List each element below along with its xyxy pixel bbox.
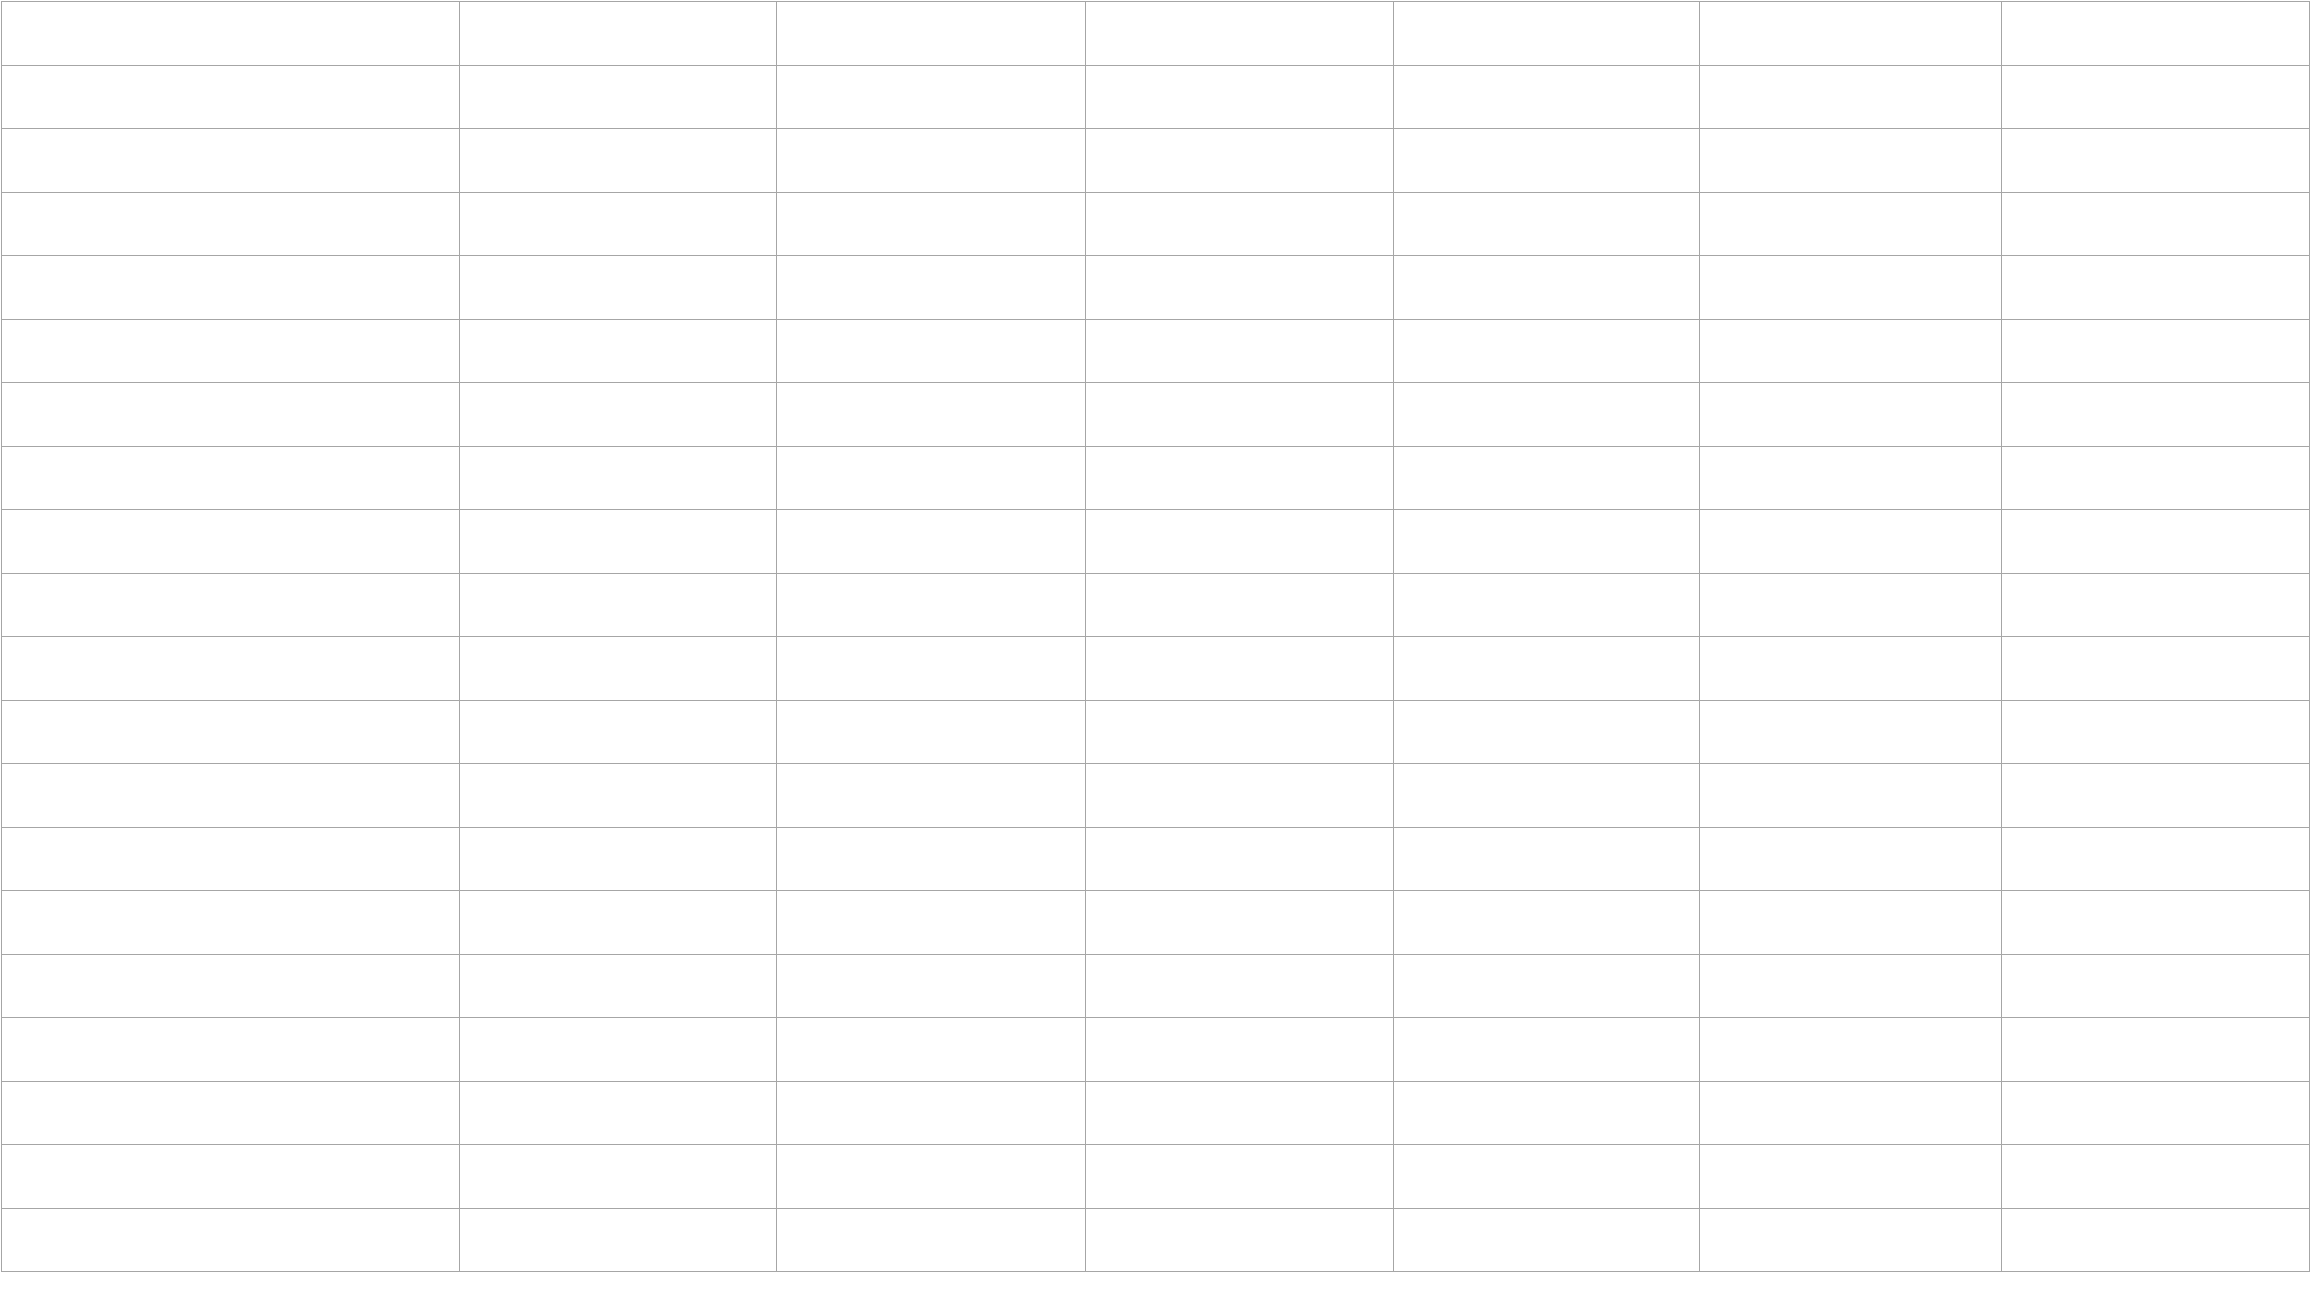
grid-row (2, 1145, 2310, 1209)
grid-cell[interactable] (2, 383, 460, 447)
grid-cell[interactable] (1394, 827, 1700, 891)
grid-cell[interactable] (776, 510, 1085, 574)
grid-cell[interactable] (2002, 827, 2310, 891)
grid-cell[interactable] (1085, 954, 1394, 1018)
grid-cell[interactable] (776, 192, 1085, 256)
grid-cell[interactable] (459, 954, 776, 1018)
grid-cell[interactable] (1700, 764, 2002, 828)
grid-cell[interactable] (776, 65, 1085, 129)
grid-cell[interactable] (1394, 510, 1700, 574)
grid-cell[interactable] (1394, 1018, 1700, 1082)
grid-cell[interactable] (1700, 637, 2002, 701)
grid-cell[interactable] (1394, 573, 1700, 637)
grid-cell[interactable] (2, 319, 460, 383)
grid-cell[interactable] (1700, 510, 2002, 574)
grid-cell[interactable] (1394, 2, 1700, 66)
cell-grid-body (2, 2, 2310, 1272)
cell-grid (1, 1, 2310, 1272)
grid-cell[interactable] (1700, 1208, 2002, 1272)
grid-row (2, 1208, 2310, 1272)
grid-cell[interactable] (1085, 192, 1394, 256)
grid-cell[interactable] (1085, 510, 1394, 574)
grid-cell[interactable] (1394, 764, 1700, 828)
grid-cell[interactable] (459, 1208, 776, 1272)
grid-cell[interactable] (459, 2, 776, 66)
grid-cell[interactable] (2, 573, 460, 637)
grid-cell[interactable] (776, 1208, 1085, 1272)
grid-cell[interactable] (459, 510, 776, 574)
grid-cell[interactable] (2, 954, 460, 1018)
grid-cell[interactable] (776, 2, 1085, 66)
grid-cell[interactable] (1394, 129, 1700, 193)
grid-cell[interactable] (459, 192, 776, 256)
grid-cell[interactable] (2002, 1081, 2310, 1145)
grid-cell[interactable] (459, 383, 776, 447)
grid-row (2, 319, 2310, 383)
grid-cell[interactable] (2002, 700, 2310, 764)
grid-cell[interactable] (1085, 129, 1394, 193)
grid-cell[interactable] (1394, 637, 1700, 701)
grid-cell[interactable] (2, 637, 460, 701)
grid-cell[interactable] (1394, 65, 1700, 129)
grid-cell[interactable] (1394, 383, 1700, 447)
grid-cell[interactable] (2, 891, 460, 955)
grid-cell[interactable] (2, 510, 460, 574)
grid-cell[interactable] (2002, 891, 2310, 955)
grid-cell[interactable] (1700, 573, 2002, 637)
grid-row (2, 2, 2310, 66)
grid-row (2, 700, 2310, 764)
grid-cell[interactable] (1085, 637, 1394, 701)
grid-cell[interactable] (2002, 573, 2310, 637)
grid-cell[interactable] (1394, 446, 1700, 510)
grid-cell[interactable] (1394, 891, 1700, 955)
grid-cell[interactable] (2, 256, 460, 320)
grid-cell[interactable] (776, 383, 1085, 447)
grid-cell[interactable] (1700, 954, 2002, 1018)
grid-cell[interactable] (2, 65, 460, 129)
grid-cell[interactable] (1085, 1145, 1394, 1209)
grid-cell[interactable] (459, 891, 776, 955)
grid-cell[interactable] (1085, 1081, 1394, 1145)
grid-cell[interactable] (2002, 2, 2310, 66)
grid-cell[interactable] (1700, 2, 2002, 66)
grid-cell[interactable] (2, 192, 460, 256)
grid-cell[interactable] (1085, 1018, 1394, 1082)
grid-cell[interactable] (2, 764, 460, 828)
grid-cell[interactable] (1394, 192, 1700, 256)
grid-cell[interactable] (459, 764, 776, 828)
grid-cell[interactable] (1700, 827, 2002, 891)
grid-cell[interactable] (2, 700, 460, 764)
grid-cell[interactable] (2, 1018, 460, 1082)
grid-cell[interactable] (459, 573, 776, 637)
grid-cell[interactable] (1700, 891, 2002, 955)
grid-cell[interactable] (2002, 129, 2310, 193)
grid-cell[interactable] (2, 1081, 460, 1145)
grid-cell[interactable] (1085, 383, 1394, 447)
grid-cell[interactable] (2002, 65, 2310, 129)
grid-cell[interactable] (1700, 192, 2002, 256)
grid-cell[interactable] (776, 256, 1085, 320)
grid-row (2, 383, 2310, 447)
grid-cell[interactable] (2002, 446, 2310, 510)
grid-cell[interactable] (2002, 1145, 2310, 1209)
grid-cell[interactable] (2002, 319, 2310, 383)
grid-cell[interactable] (776, 764, 1085, 828)
grid-cell[interactable] (1700, 446, 2002, 510)
grid-cell[interactable] (459, 1018, 776, 1082)
grid-cell[interactable] (776, 319, 1085, 383)
grid-cell[interactable] (1085, 573, 1394, 637)
grid-row (2, 827, 2310, 891)
grid-cell[interactable] (776, 637, 1085, 701)
grid-cell[interactable] (1394, 256, 1700, 320)
grid-cell[interactable] (2002, 764, 2310, 828)
grid-cell[interactable] (1700, 1018, 2002, 1082)
grid-cell[interactable] (2, 129, 460, 193)
grid-row (2, 1018, 2310, 1082)
grid-cell[interactable] (2002, 192, 2310, 256)
grid-cell[interactable] (2002, 1208, 2310, 1272)
grid-cell[interactable] (2002, 256, 2310, 320)
grid-cell[interactable] (1700, 1081, 2002, 1145)
grid-row (2, 446, 2310, 510)
grid-row (2, 129, 2310, 193)
grid-cell[interactable] (459, 319, 776, 383)
grid-cell[interactable] (459, 446, 776, 510)
grid-cell[interactable] (1394, 319, 1700, 383)
grid-cell[interactable] (2002, 954, 2310, 1018)
grid-cell[interactable] (1394, 700, 1700, 764)
grid-cell[interactable] (1394, 1145, 1700, 1209)
grid-row (2, 637, 2310, 701)
grid-cell[interactable] (1700, 319, 2002, 383)
grid-cell[interactable] (776, 827, 1085, 891)
grid-cell[interactable] (1700, 129, 2002, 193)
grid-cell[interactable] (1085, 827, 1394, 891)
grid-cell[interactable] (776, 700, 1085, 764)
grid-row (2, 954, 2310, 1018)
grid-cell[interactable] (776, 129, 1085, 193)
grid-row (2, 573, 2310, 637)
grid-cell[interactable] (1394, 954, 1700, 1018)
grid-cell[interactable] (1085, 319, 1394, 383)
grid-cell[interactable] (459, 700, 776, 764)
grid-row (2, 1081, 2310, 1145)
grid-cell[interactable] (2002, 510, 2310, 574)
grid-cell[interactable] (2002, 637, 2310, 701)
grid-cell[interactable] (776, 1145, 1085, 1209)
grid-row (2, 192, 2310, 256)
grid-row (2, 764, 2310, 828)
grid-row (2, 256, 2310, 320)
grid-cell[interactable] (2002, 1018, 2310, 1082)
grid-cell[interactable] (1700, 65, 2002, 129)
grid-cell[interactable] (1394, 1208, 1700, 1272)
grid-cell[interactable] (1700, 1145, 2002, 1209)
grid-cell[interactable] (1085, 1208, 1394, 1272)
grid-cell[interactable] (459, 637, 776, 701)
grid-cell[interactable] (2, 1145, 460, 1209)
grid-cell[interactable] (1085, 764, 1394, 828)
grid-row (2, 65, 2310, 129)
grid-cell[interactable] (1085, 2, 1394, 66)
grid-cell[interactable] (459, 827, 776, 891)
grid-cell[interactable] (1394, 1081, 1700, 1145)
grid-row (2, 510, 2310, 574)
grid-cell[interactable] (459, 129, 776, 193)
grid-cell[interactable] (2, 2, 460, 66)
grid-cell[interactable] (459, 256, 776, 320)
grid-cell[interactable] (776, 446, 1085, 510)
grid-cell[interactable] (459, 1081, 776, 1145)
grid-cell[interactable] (776, 1018, 1085, 1082)
grid-cell[interactable] (1085, 700, 1394, 764)
grid-cell[interactable] (2002, 383, 2310, 447)
grid-cell[interactable] (1085, 65, 1394, 129)
grid-cell[interactable] (1700, 383, 2002, 447)
grid-cell[interactable] (2, 827, 460, 891)
grid-cell[interactable] (776, 1081, 1085, 1145)
grid-row (2, 891, 2310, 955)
grid-cell[interactable] (1700, 256, 2002, 320)
grid-cell[interactable] (2, 1208, 460, 1272)
grid-cell[interactable] (1085, 891, 1394, 955)
grid-cell[interactable] (776, 954, 1085, 1018)
grid-cell[interactable] (776, 573, 1085, 637)
grid-cell[interactable] (1700, 700, 2002, 764)
grid-cell[interactable] (776, 891, 1085, 955)
grid-cell[interactable] (1085, 446, 1394, 510)
grid-cell[interactable] (459, 1145, 776, 1209)
grid-cell[interactable] (2, 446, 460, 510)
grid-cell[interactable] (459, 65, 776, 129)
grid-cell[interactable] (1085, 256, 1394, 320)
